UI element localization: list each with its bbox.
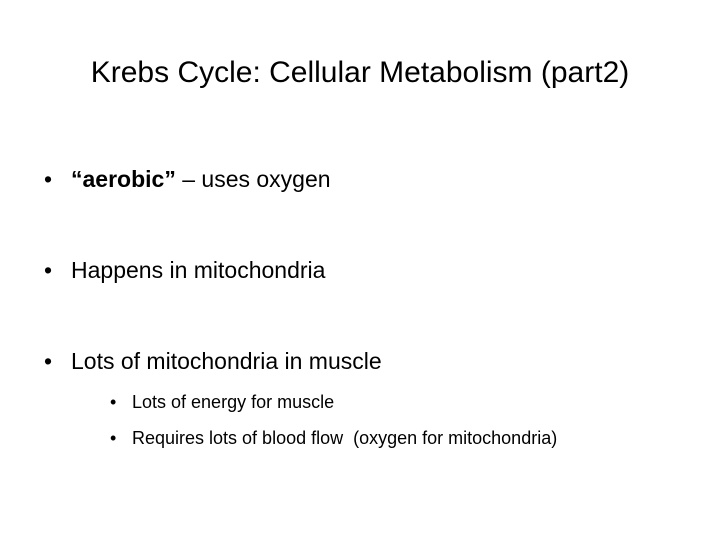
bullet-text: Lots of mitochondria in muscle xyxy=(71,348,382,374)
sub-bullet-text: Lots of energy for muscle xyxy=(132,392,335,412)
bullet-item-aerobic xyxy=(44,164,331,194)
sub-bullet-marker: • xyxy=(110,428,117,448)
bullet-item-muscle xyxy=(44,346,382,376)
bullet-marker: • xyxy=(44,348,53,374)
sub-bullet-item-blood-flow xyxy=(110,426,557,450)
sub-bullet-item-energy xyxy=(110,390,334,414)
bullet-bold-term: “aerobic” xyxy=(71,166,176,192)
bullet-marker: • xyxy=(44,166,53,192)
slide-title: Krebs Cycle: Cellular Metabolism (part2) xyxy=(90,56,630,89)
bullet-marker: • xyxy=(44,257,53,283)
bullet-item-mitochondria xyxy=(44,255,325,285)
bullet-text: – uses oxygen xyxy=(175,166,331,192)
bullet-text: Happens in mitochondria xyxy=(71,257,326,283)
sub-bullet-text: Requires lots of blood flow (oxygen for mitochondria) xyxy=(132,428,558,448)
sub-bullet-marker: • xyxy=(110,392,117,412)
